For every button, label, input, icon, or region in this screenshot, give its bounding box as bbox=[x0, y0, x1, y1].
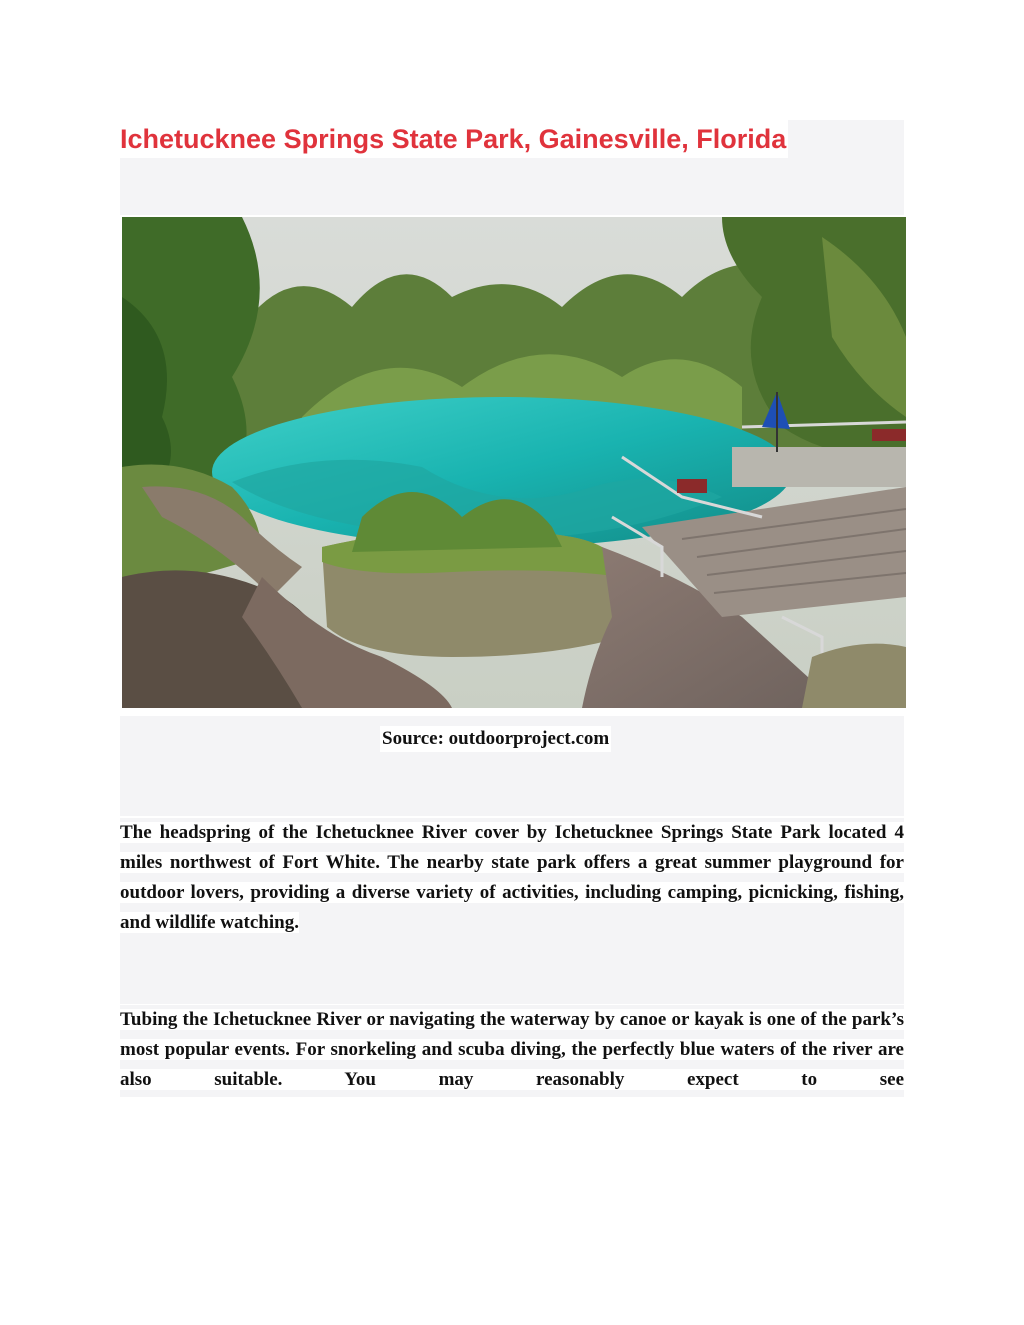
image-caption: Source: outdoorproject.com bbox=[380, 726, 611, 752]
spring-photo bbox=[122, 217, 906, 708]
paragraph-2-text: Tubing the Ichetucknee River or navigating the waterway by canoe or kayak is one of the park’s most popular events. For snorkeling and scuba diving, the perfectly blue waters of the river are also suitable. You may reasonably expect to see bbox=[120, 1009, 904, 1090]
paragraph-1-text: The headspring of the Ichetucknee River cover by Ichetucknee Springs State Park located 4 miles northwest of Fort White. The nearby state park offers a great summer playground for outdoor lovers, providing a diverse variety of activities, including camping, picnicking, fishing, and wildlife watching. bbox=[120, 822, 904, 933]
caption-block bbox=[120, 716, 904, 816]
paragraph-1 bbox=[120, 818, 904, 938]
paragraph-block-2 bbox=[120, 1005, 904, 1097]
title-block bbox=[120, 120, 904, 215]
paragraph-2 bbox=[120, 1005, 904, 1095]
page-title: Ichetucknee Springs State Park, Gainesville, Florida bbox=[120, 120, 788, 158]
paragraph-block-1 bbox=[120, 818, 904, 1004]
